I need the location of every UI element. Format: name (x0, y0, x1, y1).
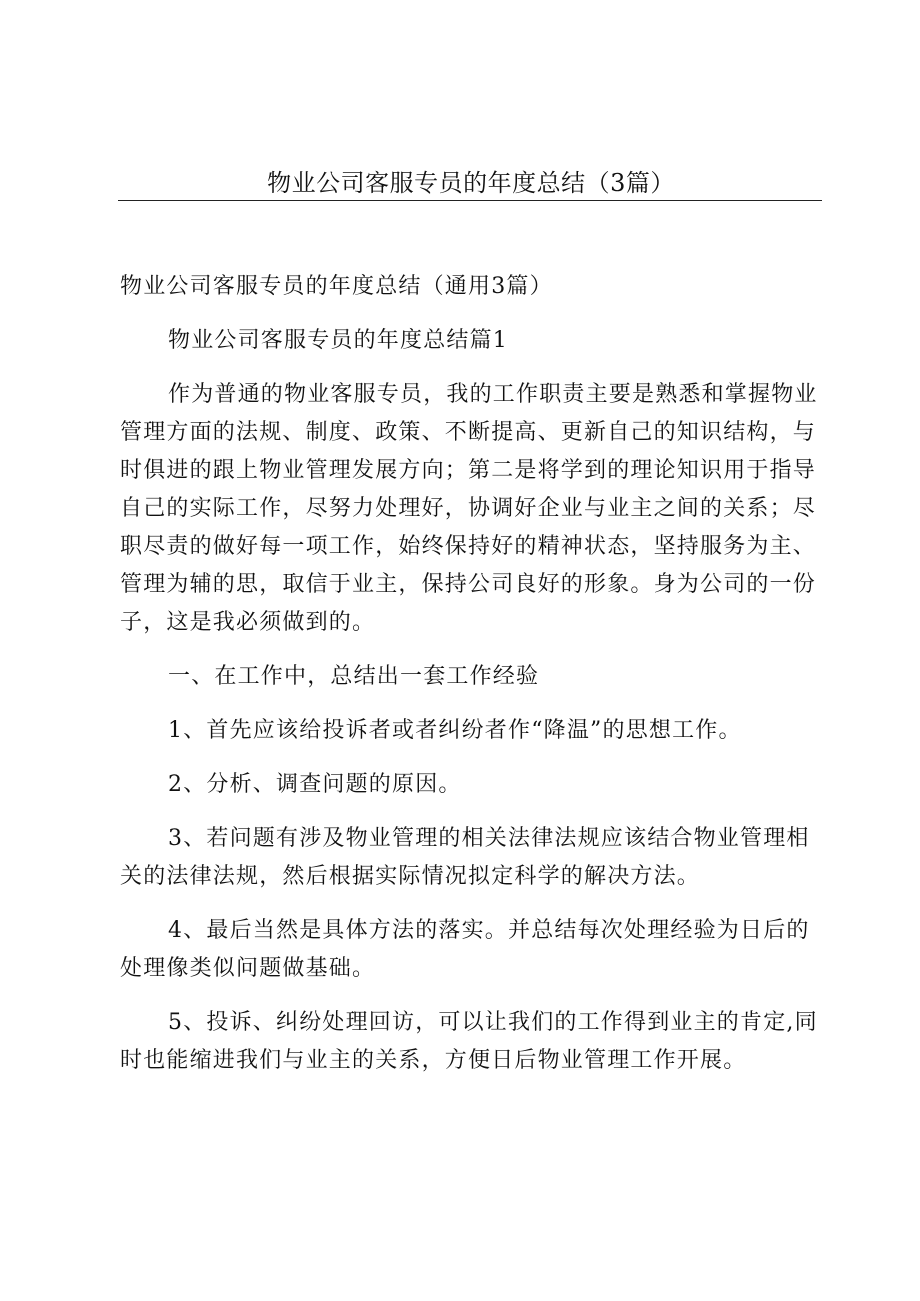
list-item-5 (120, 1004, 825, 1080)
list-item-line: 处理像类似问题做基础。 (120, 956, 376, 981)
list-item-line: 4、最后当然是具体方法的落实。并总结每次处理经验为日后的 (168, 918, 810, 943)
list-item-2: 2、分析、调查问题的原因。 (168, 772, 462, 797)
intro-line: 子，这是我必须做到的。 (120, 610, 376, 635)
list-item-4 (120, 912, 825, 988)
list-item-line: 关的法律法规，然后根据实际情况拟定科学的解决方法。 (120, 864, 701, 889)
list-item-line: 时也能缩进我们与业主的关系，方便日后物业管理工作开展。 (120, 1048, 747, 1073)
section-heading: 物业公司客服专员的年度总结篇1 (168, 328, 508, 353)
intro-line: 时俱进的跟上物业管理发展方向；第二是将学到的理论知识用于指导 (120, 458, 817, 483)
intro-line: 自己的实际工作，尽努力处理好，协调好企业与业主之间的关系；尽 (120, 496, 817, 521)
document-body (120, 322, 825, 1080)
title-divider (118, 200, 822, 201)
subtitle-text: 物业公司客服专员的年度总结（通用3篇） (120, 274, 553, 299)
list-item-1: 1、首先应该给投诉者或者纠纷者作“降温”的思想工作。 (168, 718, 742, 743)
experience-heading: 一、在工作中，总结出一套工作经验 (168, 664, 540, 689)
list-item-line: 5、投诉、纠纷处理回访，可以让我们的工作得到业主的肯定,同 (168, 1010, 818, 1035)
intro-line: 管理为辅的思，取信于业主，保持公司良好的形象。身为公司的一份 (120, 572, 817, 597)
intro-line: 职尽责的做好每一项工作，始终保持好的精神状态，坚持服务为主、 (120, 534, 817, 559)
list-item-3 (120, 820, 825, 896)
document-subtitle (120, 268, 825, 306)
intro-line: 管理方面的法规、制度、政策、不断提高、更新自己的知识结构，与 (120, 420, 817, 445)
intro-paragraph (120, 376, 825, 642)
intro-line: 作为普通的物业客服专员，我的工作职责主要是熟悉和掌握物业 (168, 382, 818, 407)
page-title: 物业公司客服专员的年度总结（3篇） (267, 169, 675, 197)
list-item-line: 3、若问题有涉及物业管理的相关法律法规应该结合物业管理相 (168, 826, 810, 851)
